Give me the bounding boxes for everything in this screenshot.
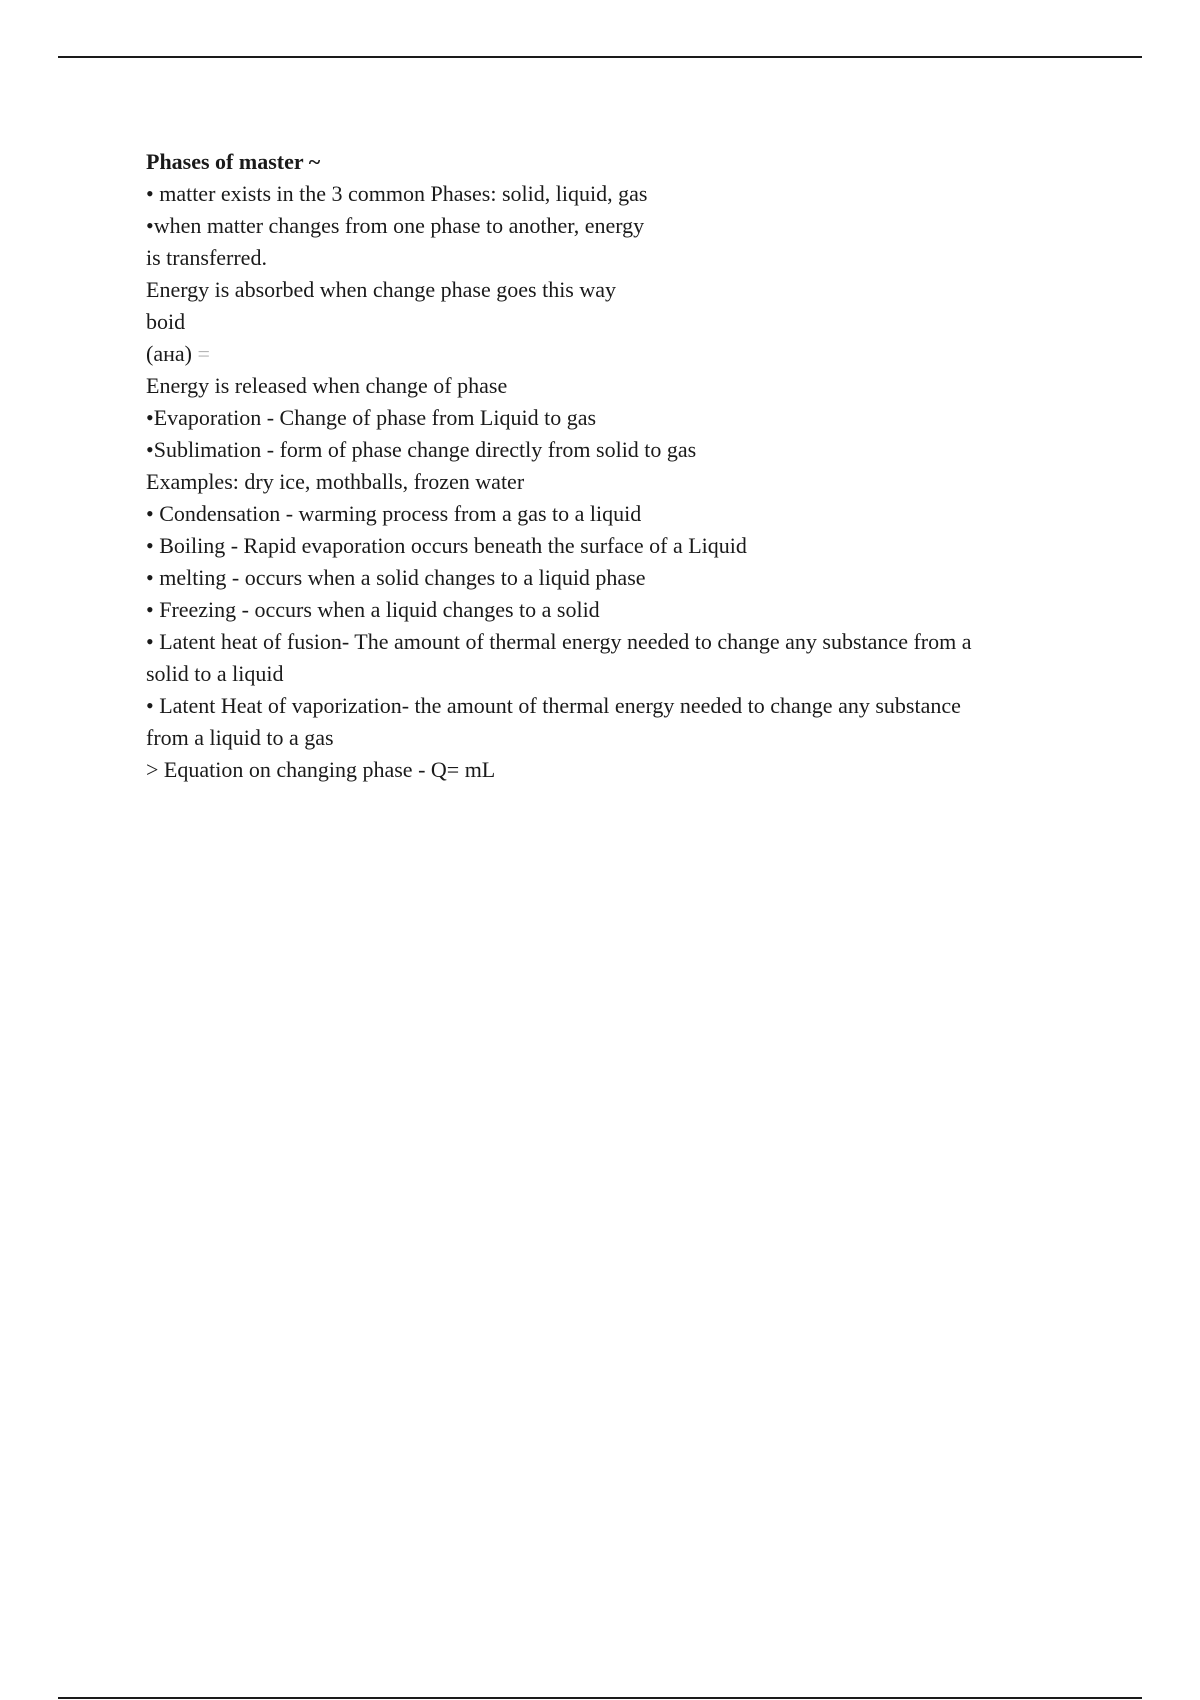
note-line: • Boiling - Rapid evaporation occurs beneath the surface of a Liquid bbox=[146, 533, 747, 558]
note-line: • Freezing - occurs when a liquid changes to a solid bbox=[146, 597, 600, 622]
note-line: Energy is absorbed when change phase goes this way bbox=[146, 277, 617, 302]
notes-body bbox=[146, 146, 1066, 786]
note-line: • Latent Heat of vaporization- the amount of thermal energy needed to change any substance bbox=[146, 693, 961, 718]
note-line: boid bbox=[146, 309, 186, 334]
note-line: • matter exists in the 3 common Phases: solid, liquid, gas bbox=[146, 181, 648, 206]
note-line: is transferred. bbox=[146, 245, 267, 270]
note-line: • Condensation - warming process from a gas to a liquid bbox=[146, 501, 642, 526]
top-rule bbox=[58, 56, 1142, 58]
note-line: solid to a liquid bbox=[146, 661, 284, 686]
note-line: • Latent heat of fusion- The amount of thermal energy needed to change any substance from a bbox=[146, 629, 972, 654]
note-line: Examples: dry ice, mothballs, frozen water bbox=[146, 469, 525, 494]
note-line-text: (ана) bbox=[146, 341, 192, 366]
note-line: > Equation on changing phase - Q= mL bbox=[146, 757, 496, 782]
note-line: •when matter changes from one phase to another, energy bbox=[146, 213, 645, 238]
note-line: Energy is released when change of phase bbox=[146, 373, 508, 398]
note-line: •Sublimation - form of phase change directly from solid to gas bbox=[146, 437, 697, 462]
note-line: • melting - occurs when a solid changes to a liquid phase bbox=[146, 565, 646, 590]
page-title: Phases of master ~ bbox=[146, 149, 321, 174]
note-line: from a liquid to a gas bbox=[146, 725, 334, 750]
bottom-rule bbox=[58, 1697, 1142, 1699]
faint-equals-mark: = bbox=[197, 341, 210, 366]
note-line-with-mark bbox=[146, 338, 1066, 370]
note-line: •Evaporation - Change of phase from Liquid to gas bbox=[146, 405, 597, 430]
